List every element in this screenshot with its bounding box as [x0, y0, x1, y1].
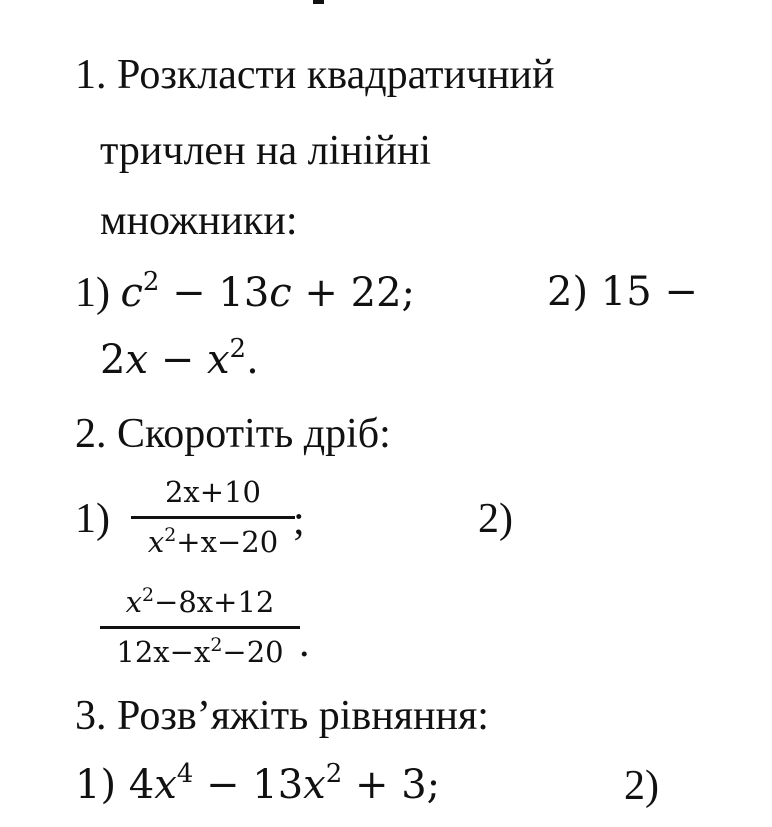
var-c: c: [120, 270, 143, 316]
fraction1-bar: [131, 516, 295, 519]
task1-item1: [75, 267, 416, 316]
fraction1-denominator: [131, 524, 295, 559]
task1-title-line3: множники:: [100, 198, 298, 244]
term-13: − 13: [193, 762, 304, 808]
task3-item2-label: 2): [624, 763, 659, 809]
top-edge-mark: [313, 0, 324, 4]
numerator-rest: −8x+12: [154, 585, 275, 619]
item-label: 1) 4: [75, 762, 155, 808]
denominator-rest: +x−20: [176, 525, 279, 559]
fraction2-denominator: [100, 634, 300, 669]
exponent: 2: [210, 634, 223, 656]
task2-item1-label: 1): [75, 496, 110, 542]
task1-title-line2: тричлен на лінійні: [100, 128, 432, 174]
task1-item2-continuation: [100, 334, 259, 383]
task2-fraction2: [100, 584, 300, 669]
var-c: c: [269, 270, 292, 316]
exponent: 4: [176, 759, 194, 789]
task2-title: 2. Скоротіть дріб:: [75, 411, 391, 457]
task3-title: 3. Розв’яжіть рівняння:: [75, 693, 489, 739]
term-22: + 22;: [291, 270, 416, 316]
task3-item1: [75, 759, 441, 808]
minus-sign: −: [148, 337, 207, 383]
fraction2-period: .: [299, 620, 310, 666]
var-x: x: [206, 337, 230, 383]
fraction1-numerator: [131, 475, 295, 509]
var-x: x: [125, 585, 142, 619]
var-x: x: [125, 337, 149, 383]
exponent: 2: [164, 524, 177, 546]
task1-item1-label: 1): [75, 270, 110, 316]
task1-item1-expression: [120, 267, 416, 316]
exponent: 2: [325, 759, 343, 789]
term-3: + 3;: [342, 762, 441, 808]
task2-fraction1: [131, 475, 295, 559]
denominator-start: 12x−x: [116, 635, 211, 669]
fraction2-numerator: [100, 584, 300, 619]
denominator-rest: −20: [222, 635, 284, 669]
term-13: − 13: [159, 270, 270, 316]
var-x: x: [154, 762, 177, 808]
fraction2-bar: [100, 626, 300, 629]
exponent: 2: [142, 267, 160, 297]
fraction1-semicolon: ;: [293, 498, 305, 544]
task2-item2-label: 2): [478, 496, 513, 542]
var-x: x: [147, 525, 165, 559]
coef-2: 2: [100, 337, 126, 383]
exponent: 2: [141, 584, 155, 606]
var-x: x: [303, 762, 326, 808]
task1-item2-label: 2) 15 −: [547, 269, 698, 315]
exponent: 2: [229, 334, 247, 364]
numerator-text: 2x+10: [164, 475, 261, 509]
period: .: [246, 337, 259, 383]
task1-title-line1: 1. Розкласти квадратичний: [75, 52, 555, 98]
